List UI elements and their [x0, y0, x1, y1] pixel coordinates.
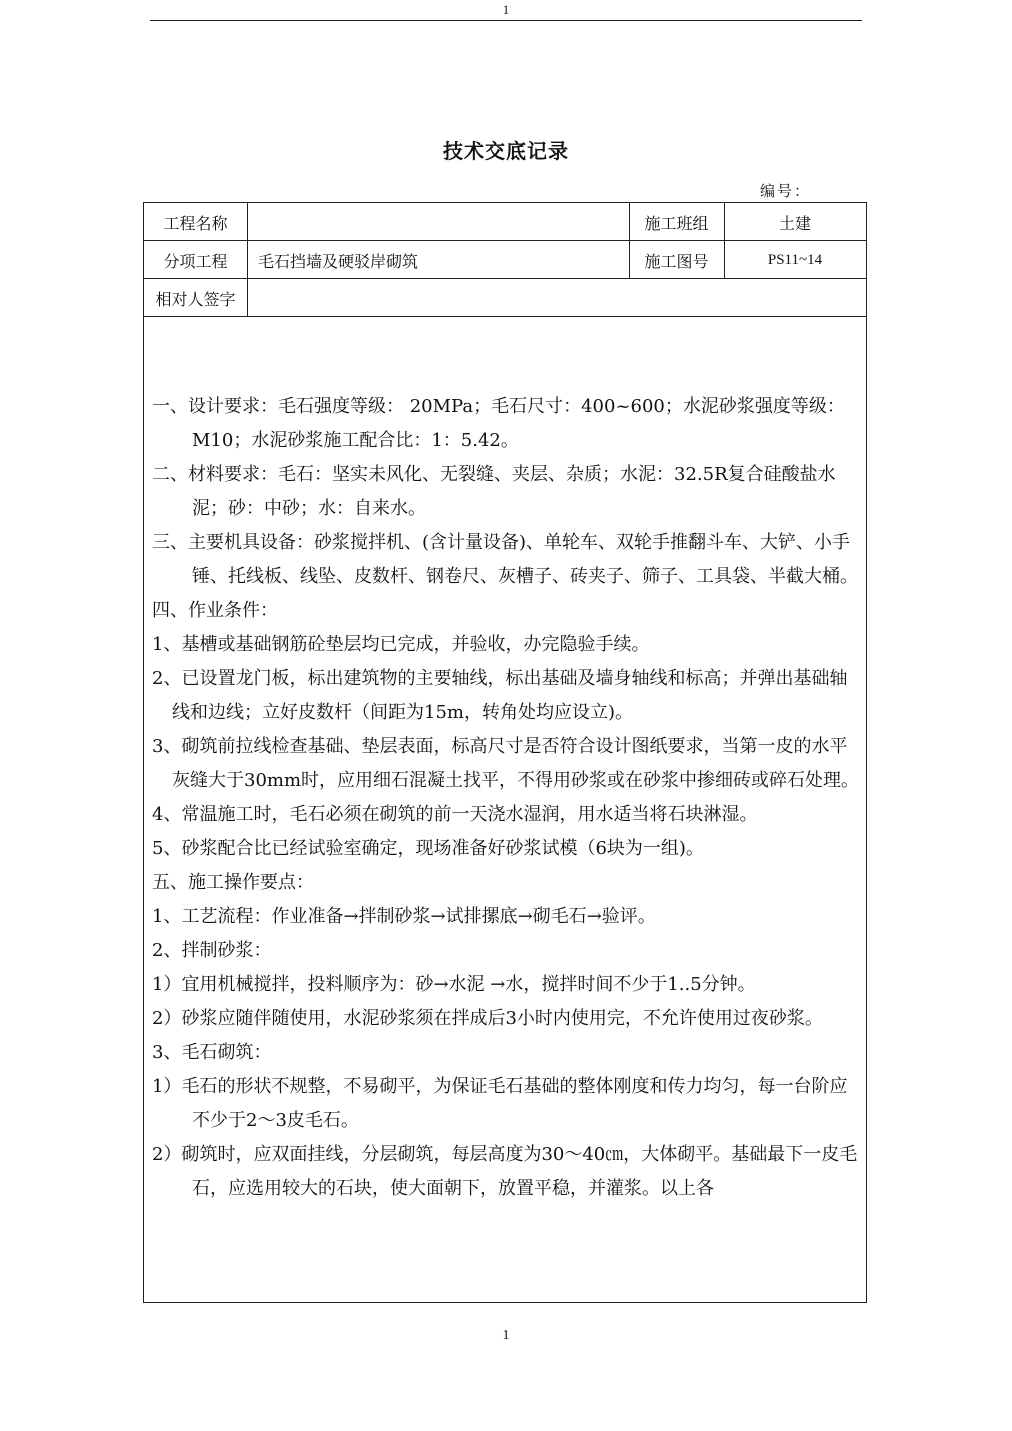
page-header: [150, 0, 862, 21]
project-name-label: 工程名称: [163, 213, 228, 233]
drawing-number-value: PS11~14: [767, 251, 823, 268]
content-paragraph: 三、主要机具设备：砂浆搅拌机、(含计量设备)、单轮车、双轮手推翻斗车、大铲、小手锤、托线板、线坠、皮数杆、钢卷尺、灰槽子、砖夹子、筛子、工具袋、半截大桶。: [152, 532, 858, 587]
project-name-value: [256, 203, 626, 241]
content-paragraph: 四、作业条件：: [152, 600, 278, 621]
sub-project-value: 毛石挡墙及硬驳岸砌筑: [258, 251, 419, 271]
content-paragraph: 3、砌筑前拉线检查基础、垫层表面，标高尺寸是否符合设计图纸要求，当第一皮的水平灰缝大于30mm时，应用细石混凝土找平，不得用砂浆或在砂浆中掺细砖或碎石处理。: [152, 736, 860, 791]
content-paragraph: 1）宜用机械搅拌，投料顺序为：砂→水泥 →水，搅拌时间不少于1..5分钟。: [152, 974, 756, 995]
team-value: 土建: [778, 213, 811, 233]
content-paragraph: 2）砂浆应随伴随使用，水泥砂浆须在拌成后3小时内使用完，不允许使用过夜砂浆。: [152, 1008, 823, 1029]
sub-project-label: 分项工程: [163, 251, 228, 271]
header-page-mark: 1: [502, 2, 510, 17]
content-paragraph: 2）砌筑时，应双面挂线，分层砌筑，每层高度为30～40㎝，大体砌平。基础最下一皮毛石，应选用较大的石块，使大面朝下，放置平稳，并灌浆。以上各: [152, 1144, 858, 1199]
content-paragraph: 1、基槽或基础钢筋砼垫层均已完成，并验收，办完隐验手续。: [152, 634, 650, 655]
column-divider: [247, 203, 248, 317]
record-table: [143, 202, 867, 1303]
signature-label: 相对人签字: [155, 289, 236, 309]
content-paragraph: 二、材料要求：毛石：坚实未风化、无裂缝、夹层、杂质；水泥：32.5R复合硅酸盐水泥；砂：中砂；水：自来水。: [152, 464, 836, 519]
drawing-number-label: 施工图号: [644, 251, 709, 271]
content-paragraph: 1）毛石的形状不规整，不易砌平，为保证毛石基础的整体刚度和传力均匀，每一台阶应不少于2～3皮毛石。: [152, 1076, 848, 1131]
content-paragraph: 2、已设置龙门板，标出建筑物的主要轴线，标出基础及墙身轴线和标高；并弹出基础轴线和边线；立好皮数杆（间距为15m，转角处均应设立)。: [152, 668, 848, 723]
team-label: 施工班组: [644, 213, 709, 233]
content-paragraph: 2、拌制砂浆：: [152, 940, 272, 961]
content-paragraph: 五、施工操作要点：: [152, 872, 314, 893]
content-paragraph: 1、工艺流程：作业准备→拌制砂浆→试排摞底→砌毛石→验评。: [152, 906, 656, 927]
content-paragraph: 一、设计要求：毛石强度等级： 20MPa；毛石尺寸：400~600；水泥砂浆强度等级：M10；水泥砂浆施工配合比：1：5.42。: [152, 396, 845, 451]
document-title: 技术交底记录: [443, 139, 569, 163]
content-paragraph: 5、砂浆配合比已经试验室确定，现场准备好砂浆试模（6块为一组)。: [152, 838, 704, 859]
disclosure-content: [152, 390, 862, 1206]
serial-number-label: 编号：: [760, 182, 812, 200]
content-paragraph: 3、毛石砌筑：: [152, 1042, 272, 1063]
page-number: 1: [502, 1328, 510, 1343]
signature-value: [256, 279, 864, 317]
content-paragraph: 4、常温施工时，毛石必须在砌筑的前一天浇水湿润，用水适当将石块淋湿。: [152, 804, 758, 825]
